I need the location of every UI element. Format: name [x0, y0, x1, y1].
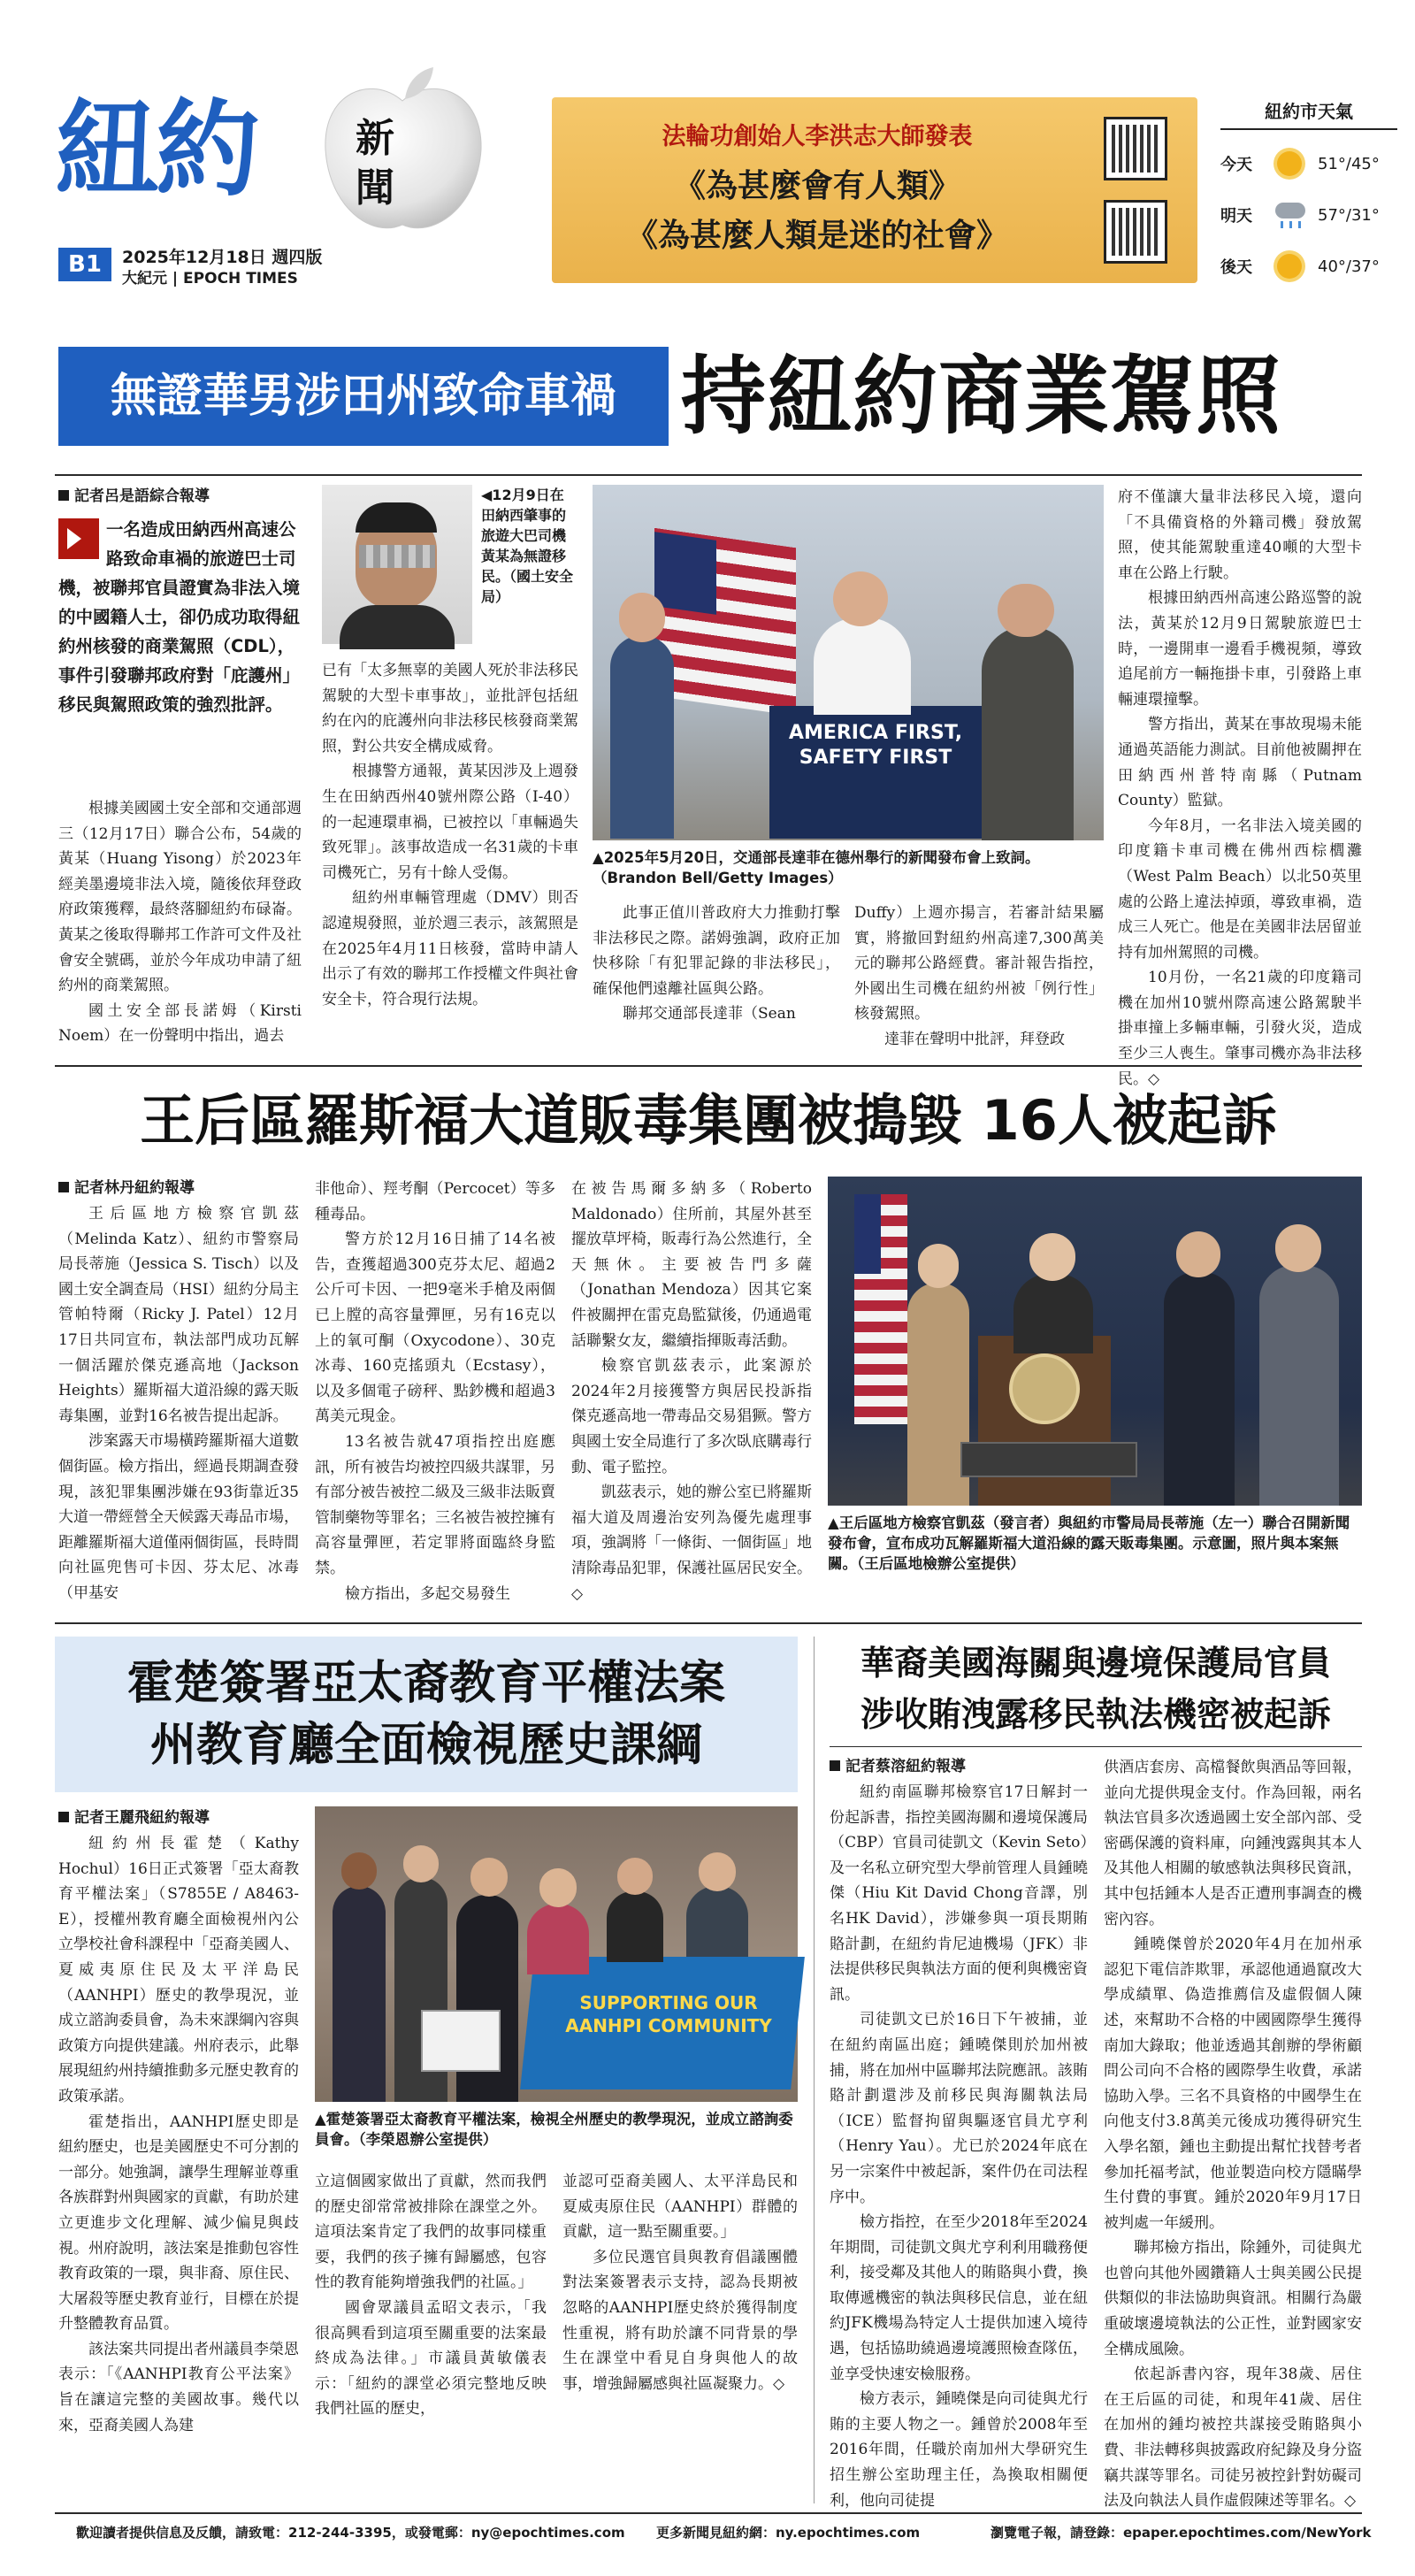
paragraph: 在被告馬爾多納多（Roberto Maldonado）住所前，其屋外甚至擺放草坪椅，販毒行為公然進行，全天無休。主要被告門多薩（Jonathan Mendoza）因其它案件被關押在雷克島監獄後，仍通過電話聯繫女友，繼續指揮販毒活動。: [571, 1180, 812, 1350]
story4-col2: [1104, 1755, 1362, 2511]
weather-day: 明天: [1220, 207, 1252, 226]
paper-name: 大紀元 | EPOCH TIMES: [122, 270, 298, 288]
story3-col1: [58, 1831, 299, 2496]
weather-box: [1220, 97, 1397, 285]
weather-temp: 40°/37°: [1318, 257, 1380, 276]
story4-headline-1[interactable]: 華裔美國海關與邊境保護局官員: [860, 1644, 1331, 1683]
queens-press-conference-photo: [828, 1177, 1362, 1506]
byline-text: 記者林丹紐約報導: [74, 1179, 195, 1197]
qr-code-icon[interactable]: [1104, 200, 1167, 264]
paragraph: 10月份，一名21歲的印度籍司機在加州10號州際高速公路駕駛半掛車撞上多輛車輛，引發火災，造成至少三人喪生。肇事司機亦為非法移民。◇: [1118, 969, 1362, 1088]
story2-col1: [58, 1201, 299, 1610]
paragraph: 涉案露天市場橫跨羅斯福大道數個街區。檢方指出，經過長期調查發現，該犯罪集團涉嫌在93街靠近35大道一帶經營全天候露天毒品市場，距離羅斯福大道僅兩個街區，長時間向社區兜售可卡因、芬太尼、冰毒（甲基安: [58, 1432, 299, 1602]
paragraph: 今年8月，一名非法入境美國的印度籍卡車司機在佛州西棕櫚灘（West Palm Beach）以北50英里處的公路上違法掉頭，導致車禍，造成三人死亡。他是在美國非法居留並持有加州駕照的司機。: [1118, 816, 1362, 962]
weather-temp: 51°/45°: [1318, 154, 1380, 173]
paragraph: 紐約州長霍楚（Kathy Hochul）16日正式簽署「亞太裔教育平權法案」（S7855E / A8463-E），授權州教育廳全面檢視州內公立學校社會科課程中「亞裔美國人、夏威夷原住民及太平洋島民（AANHPI）歷史的教學現況，並成立諮詢委員會，為未來課綱內容與政策方向提供建議。州府表示，此舉展現紐約州持續推動多元歷史教育的政策承諾。: [58, 1835, 299, 2105]
divider: [830, 1746, 1362, 1747]
paragraph: 根據警方通報，黃某因涉及上週發生在田納西州40號州際公路（I-40）的一起連環車禍，已被控以「車輛過失致死罪」。該事故造成一名31歲的卡車司機死亡，另有十餘人受傷。: [322, 763, 578, 882]
paragraph: 檢方表示，鍾曉傑是向司徒與尤行賄的主要人物之一。鍾曾於2008年至2016年間，任職於南加州大學研究生招生辦公室助理主任，為換取相關便利，他向司徒提: [830, 2390, 1088, 2510]
paragraph: 國會眾議員孟昭文表示，「我很高興看到這項至關重要的法案最終成為法律。」市議員黃敏儀表示：「紐約的課堂必須完整地反映我們社區的歷史，: [315, 2298, 547, 2419]
story4-headline-2[interactable]: 涉收賄洩露移民執法機密被起訴: [860, 1695, 1331, 1734]
story1-kicker: 無證華男涉田州致命車禍: [58, 347, 669, 446]
photo-sign-line-2: SAFETY FIRST: [799, 747, 952, 769]
paragraph: 並認可亞裔美國人、太平洋島民和夏威夷原住民（AANHPI）群體的貢獻，這一點至關重要。」: [562, 2173, 798, 2242]
story2-col2: [315, 1177, 555, 1610]
weather-row: [1220, 199, 1397, 231]
paragraph: 霍楚指出，AANHPI歷史即是紐約歷史，也是美國歷史不可分割的一部分。她強調，讓學生理解並尊重各族群對州與國家的貢獻，有助於建立更進步文化理解、減少偏見與歧視。州府說明，該法案是推動包容性教育政策的一環，與非裔、原住民、大屠殺等歷史教育並行，目標在於提升整體教育品質。: [58, 2112, 299, 2334]
story1-col5: [1118, 485, 1362, 1088]
story2-byline: [58, 1177, 299, 1200]
footer-website[interactable]: 更多新聞見紐約網：ny.epochtimes.com: [656, 2525, 921, 2541]
paragraph: 非他命）、羥考酮（Percocet）等多種毒品。: [315, 1180, 555, 1223]
paragraph: 鍾曉傑曾於2020年4月在加州承認犯下電信詐欺罪，承認他通過竄改大學成績單、偽造推薦信及虛假個人陳述，來幫助不合格的中國國際學生獲得南加大錄取；他並透過其創辦的學術顧問公司向不合格的國際學生收費，承諾協助入學。三名不具資格的中國學生在向他支付3.8萬美元後成功獲得研究生入學名額，鍾也主動提出幫忙找替考者參加托福考試，他並製造向校方隱瞞學生付費的事實。鍾於2020年9月17日被判處一年緩刑。: [1104, 1936, 1362, 2232]
story4-byline: [830, 1755, 1088, 1778]
weather-row: [1220, 250, 1397, 282]
paragraph: 檢方指控，在至少2018年至2024年期間，司徒凱文與尤亨利利用職務便利，接受鄰及其他人的賄賂與小費，換取傳遞機密的執法與移民信息，並在紐約JFK機場為特定人士提供加速入境待遇，包括協助繞過邊境護照檢查隊伍，並享受快速安檢服務。: [830, 2213, 1088, 2383]
paragraph: 司徒凱文已於16日下午被捕，並在紐約南區出庭；鍾曉傑則於加州被捕，將在加州中區聯邦法院應訊。該賄賂計劃還涉及前移民與海關執法局（ICE）監督拘留與驅逐官員尤亨利（Henry Yau）。尤已於2024年底在另一宗案件中被起訴，案件仍在司法程序中。: [830, 2011, 1088, 2206]
photo-sign-line-2: AANHPI COMMUNITY: [565, 2015, 772, 2036]
story2-headline[interactable]: 王后區羅斯福大道販毒集團被搗毀 16人被起訴: [140, 1088, 1277, 1153]
weather-row: [1220, 148, 1397, 180]
story1-col4: [854, 901, 1104, 1053]
paragraph: 根據田納西州高速公路巡警的說法，黃某於12月9日駕駛旅遊巴士時，一邊開車一邊看手機視頻，導致追尾前方一輛拖掛卡車，引發路上車輛連環撞擊。: [1118, 589, 1362, 709]
bill-signing-photo: [315, 1806, 798, 2102]
byline-text: 記者呂是語綜合報導: [74, 487, 210, 505]
paragraph: 府不僅讓大量非法移民入境，還向「不具備資格的外籍司機」發放駕照，使其能駕駛重達40噸的大型卡車在公路上行駛。: [1118, 488, 1362, 582]
chevron-right-icon: [58, 518, 99, 559]
banner-line-3: 《為甚麼人類是迷的社會》: [625, 217, 1008, 254]
story3-byline: [58, 1806, 299, 1829]
photo-caption: ▲王后區地方檢察官凱茲（發言者）與紐約市警局局長蒂施（左一）聯合召開新聞發布會，宣布成功瓦解羅斯福大道沿線的露天販毒集團。示意圖，照片與本案無關。（王后區地檢辦公室提供）: [828, 1514, 1350, 1572]
paragraph: 警方指出，黃某在事故現場未能通過英語能力測試。目前他被關押在田納西州普特南縣（Putnam County）監獄。: [1118, 716, 1362, 810]
weather-title: 紐約市天氣: [1220, 97, 1397, 130]
banner-line-1: 法輪功創始人李洪志大師發表: [662, 123, 973, 150]
masthead: [0, 0, 1415, 318]
divider: [55, 1622, 1362, 1624]
section-badge: B1: [58, 248, 111, 281]
paragraph: 檢察官凱茲表示，此案源於2024年2月接獲警方與居民投訴指傑克遜高地一帶毒品交易猖獗。警方與國土安全局進行了多次臥底購毒行動、電子監控。: [571, 1357, 812, 1476]
divider: [55, 2512, 1362, 2514]
weather-temp: 57°/31°: [1318, 205, 1380, 225]
byline-text: 記者蔡溶紐約報導: [845, 1758, 966, 1775]
paragraph: 紐約南區聯邦檢察官17日解封一份起訴書，指控美國海關和邊境保護局（CBP）官員司徒凱文（Kevin Seto）及一名私立研究型大學前管理人員鍾曉傑（Hiu Kit David Chong音譯，別名HK David），涉嫌參與一項長期賄賂計劃，在紐約肯尼迪機場（JFK）非法提供移民與執法方面的便利與機密資訊。: [830, 1783, 1088, 2004]
story3-headline-box: [55, 1637, 798, 1792]
photo-sign-line-1: SUPPORTING OUR: [579, 1992, 758, 2013]
paragraph: 立這個國家做出了貢獻，然而我們的歷史卻常常被排除在課堂之外。這項法案肯定了我們的故事同樣重要，我們的孩子擁有歸屬感，包容性的教育能夠增強我們的社區。」: [315, 2173, 547, 2292]
qr-code-icon[interactable]: [1104, 117, 1167, 180]
footer-epaper[interactable]: 瀏覽電子報，請登錄：epaper.epochtimes.com/NewYork: [990, 2525, 1372, 2541]
story4-col1: [830, 1780, 1088, 2510]
paragraph: Duffy）上週亦揚言，若審計結果屬實，將撤回對紐約州高達7,300萬美元的聯邦公路經費。審計報告指控，外國出生司機在紐約州被「例行性」核發駕照。: [854, 904, 1104, 1024]
mugshot-caption: ◀12月9日在田納西肇事的旅遊大巴司機黃某為無證移民。（國土安全局）: [481, 487, 574, 605]
rain-icon: [1272, 199, 1311, 231]
divider: [55, 474, 1362, 476]
paragraph: 凱茲表示，她的辦公室已將羅斯福大道及周邊治安列為優先處理事項，強調將「一條街、一個街區」地清除毒品犯罪，保護社區居民安全。◇: [571, 1484, 812, 1603]
weather-day: 今天: [1220, 156, 1252, 174]
story1-lead-text: 一名造成田納西州高速公路致命車禍的旅遊巴士司機，被聯邦官員證實為非法入境的中國籍人士，卻仍成功取得紐約州核發的商業駕照（CDL），事件引發聯邦政府對「庇護州」移民與駕照政策的強烈批評。: [58, 519, 301, 715]
paragraph: 國土安全部長諾姆（Kirsti Noem）在一份聲明中指出，過去: [58, 1001, 302, 1046]
photo-sign-line-1: AMERICA FIRST,: [788, 722, 963, 744]
paragraph: 檢方指出，多起交易發生: [345, 1584, 510, 1603]
press-conference-photo: [593, 485, 1104, 840]
divider: [814, 1637, 815, 2503]
photo-caption: ▲霍楚簽署亞太裔教育平權法案，檢視全州歷史的教學現況，並成立諮詢委員會。（李榮恩辦公室提供）: [315, 2111, 793, 2148]
paragraph: 警方於12月16日捕了14名被告，查獲超過300克芬太尼、超過2公斤可卡因、一把9毫米手槍及兩個已上膛的高容量彈匣，另有16克以上的氧可酮（Oxycodone）、30克冰毒、160克搖頭丸（Ecstasy），以及多個電子磅秤、點鈔機和超過3萬美元現金。: [315, 1230, 555, 1426]
paragraph: 聯邦交通部長達菲（Sean: [623, 1005, 796, 1024]
paragraph: 依起訴書內容，現年38歲、居住在王后區的司徒，和現年41歲、居住在加州的鍾均被控共謀接受賄賂與小費、非法轉移與披露政府紀錄及身分盜竊共謀等罪名。司徒另被控針對妨礙司法及向執法人員作虛假陳述等罪名。◇: [1104, 2365, 1362, 2511]
story1-col1: [58, 796, 302, 1053]
weather-day: 後天: [1220, 258, 1252, 277]
paragraph: 達菲在聲明中批評，拜登政: [884, 1030, 1065, 1048]
paragraph: 根據美國國土安全部和交通部週三（12月17日）聯合公布，54歲的黃某（Huang Yisong）於2023年經美墨邊境非法入境，隨後依拜登政府政策獲釋，最終落腳紐約布碌崙。黃某之後取得聯邦工作許可文件及社會安全號碼，並於今年成功申請了紐約州的商業駕照。: [58, 800, 302, 995]
logo-title: 紐約: [55, 88, 257, 211]
issue-date: 2025年12月18日 週四版: [122, 248, 323, 267]
story3-col3: [562, 2169, 798, 2496]
sun-icon: [1272, 148, 1311, 180]
story1-col2: [322, 658, 578, 1053]
story3-headline-1[interactable]: 霍楚簽署亞太裔教育平權法案: [126, 1657, 725, 1710]
paragraph: 紐約州車輛管理處（DMV）則否認違規發照，並於週三表示，該駕照是在2025年4月11日核發，當時申請人出示了有效的聯邦工作授權文件與社會安全卡，符合現行法規。: [322, 889, 578, 1008]
story1-col3: [593, 901, 840, 1053]
footer-contact[interactable]: 歡迎讀者提供信息及反饋，請致電：212-244-3395，或發電郵：ny@epochtimes.com: [76, 2525, 625, 2541]
sun-icon: [1272, 250, 1311, 282]
logo-sub-2: 聞: [356, 165, 394, 211]
story2-col3: [571, 1177, 812, 1610]
divider: [55, 1065, 1362, 1067]
paragraph: 聯邦檢方指出，除鍾外，司徒與尤也曾向其他外國鑽籍人士與美國公民提供類似的非法協助與資訊。相關行為嚴重破壞邊境執法的公正性，並對國家安全構成風險。: [1104, 2239, 1362, 2358]
paragraph: 此事正值川普政府大力推動打擊非法移民之際。諾姆強調，政府正加快移除「有犯罪記錄的非法移民」，確保他們遠離社區與公路。: [593, 904, 840, 998]
paragraph: 王后區地方檢察官凱茲（Melinda Katz）、紐約市警察局局長蒂施（Jessica S. Tisch）以及國土安全調查局（HSI）紐約分局主管帕特爾（Ricky J. Patel）12月17日共同宣布，執法部門成功瓦解一個活躍於傑克遜高地（Jackson Heights）羅斯福大道沿線的露天販毒集團，並對16名被告提出起訴。: [58, 1205, 299, 1425]
paragraph: 該法案共同提出者州議員李榮恩表示：「《AANHPI教育公平法案》旨在讓這完整的美國故事。幾代以來，亞裔美國人為建: [58, 2340, 299, 2434]
story3-headline-2[interactable]: 州教育廳全面檢視歷史課綱: [149, 1719, 702, 1772]
story1-byline: [58, 485, 302, 508]
mugshot-photo: [322, 485, 472, 644]
paragraph: 13名被告就47項指控出庭應訊，所有被告均被控四級共謀罪，另有部分被告被控二級及三級非法販賣管制藥物等罪名；三名被告被控擁有高容量彈匣，若定罪將面臨終身監禁。: [315, 1432, 555, 1577]
story1-lead: [58, 515, 302, 780]
story1-headline[interactable]: 持紐約商業駕照: [681, 346, 1281, 446]
story3-col2: [315, 2169, 547, 2496]
paragraph: 多位民選官員與教育倡議團體對法案簽署表示支持，認為長期被忽略的AANHPI歷史終於獲得制度性重視，將有助於讓不同背景的學生在課堂中看見自身與他人的故事，增強歸屬感與社區凝聚力。◇: [562, 2248, 798, 2393]
logo-sub-1: 新: [356, 116, 394, 161]
byline-text: 記者王麗飛紐約報導: [74, 1809, 210, 1827]
paragraph: 已有「太多無辜的美國人死於非法移民駕駛的大型卡車事故」，並批評包括紐約在內的庇護州向非法移民核發商業駕照，對公共安全構成威脅。: [322, 662, 578, 755]
promo-banner[interactable]: [552, 97, 1197, 283]
banner-line-2: 《為甚麼會有人類》: [673, 167, 960, 204]
paragraph: 供酒店套房、高檔餐飲與酒品等回報，並向尤提供現金支付。作為回報，兩名執法官員多次透過國土安全部內部、受密碼保護的資料庫，向鍾洩露與其本人及其他人相關的敏感執法與移民資訊，其中包括鍾本人是否正遭刑事調查的機密內容。: [1104, 1759, 1362, 1928]
photo-caption: ▲2025年5月20日，交通部長達菲在德州舉行的新聞發布會上致詞。（Brandon Bell/Getty Images）: [593, 849, 1040, 886]
